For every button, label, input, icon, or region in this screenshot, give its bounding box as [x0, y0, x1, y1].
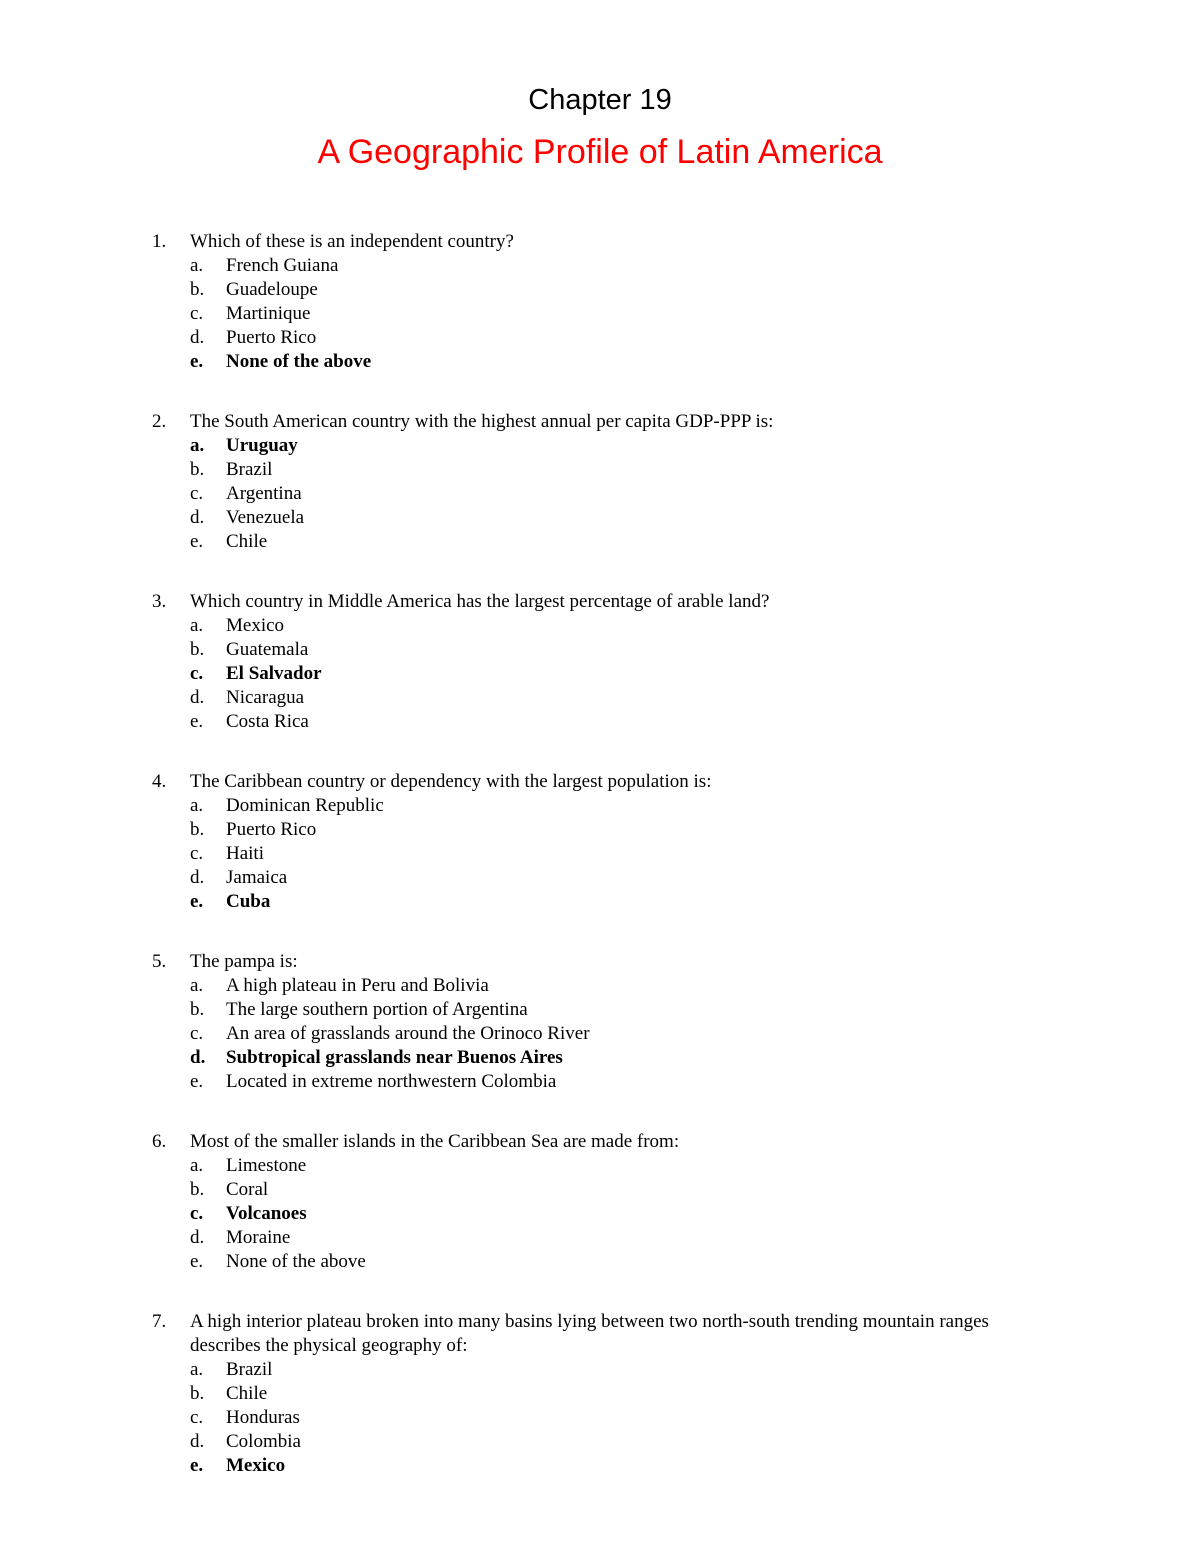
answer-option — [190, 842, 1052, 866]
question-stem — [152, 1310, 1052, 1358]
option-text: Chile — [226, 1383, 268, 1404]
option-letter: e. — [190, 531, 204, 552]
option-text: Brazil — [226, 459, 273, 480]
question-number: 6. — [152, 1131, 167, 1152]
question-stem — [152, 950, 1052, 974]
option-text: Volcanoes — [226, 1203, 307, 1224]
question-item — [152, 1130, 1052, 1274]
question-stem — [152, 590, 1052, 614]
answer-option — [190, 974, 1052, 998]
answer-option — [190, 1070, 1052, 1094]
option-text: Mexico — [226, 1455, 286, 1476]
option-text: Guadeloupe — [226, 279, 318, 300]
answer-option — [190, 686, 1052, 710]
option-text: Costa Rica — [226, 711, 309, 732]
option-text: Limestone — [226, 1155, 307, 1176]
option-text: A high plateau in Peru and Bolivia — [226, 975, 489, 996]
option-letter: d. — [190, 327, 205, 348]
option-text: Moraine — [226, 1227, 291, 1248]
option-letter: a. — [190, 975, 204, 996]
answer-options — [152, 1154, 1052, 1274]
answer-option-correct — [190, 1202, 1052, 1226]
option-text: Guatemala — [226, 639, 309, 660]
option-text: Chile — [226, 531, 268, 552]
answer-option — [190, 1226, 1052, 1250]
answer-option — [190, 326, 1052, 350]
option-letter: d. — [190, 1227, 205, 1248]
option-text: None of the above — [226, 351, 372, 372]
option-text: Dominican Republic — [226, 795, 384, 816]
option-text: Venezuela — [226, 507, 305, 528]
answer-option — [190, 1358, 1052, 1382]
option-letter: e. — [190, 1251, 204, 1272]
option-text: El Salvador — [226, 663, 322, 684]
chapter-heading: Chapter 19 — [528, 84, 672, 116]
answer-option — [190, 866, 1052, 890]
answer-option-correct — [190, 1046, 1052, 1070]
option-text: French Guiana — [226, 255, 339, 276]
question-stem — [152, 410, 1052, 434]
question-number: 1. — [152, 231, 167, 252]
question-number: 7. — [152, 1311, 167, 1332]
answer-option — [190, 1382, 1052, 1406]
option-text: Haiti — [226, 843, 264, 864]
option-text: Brazil — [226, 1359, 273, 1380]
option-letter: c. — [190, 1203, 204, 1224]
option-letter: d. — [190, 687, 205, 708]
answer-options — [152, 794, 1052, 914]
page-title: A Geographic Profile of Latin America — [317, 133, 883, 171]
option-text: Nicaragua — [226, 687, 305, 708]
option-letter: e. — [190, 891, 204, 912]
answer-option-correct — [190, 350, 1052, 374]
question-text: The Caribbean country or dependency with the largest population is: — [190, 771, 712, 792]
question-stem — [152, 1130, 1052, 1154]
option-letter: c. — [190, 1407, 204, 1428]
question-text: Which of these is an independent country? — [190, 231, 514, 252]
option-letter: a. — [190, 255, 204, 276]
question-item — [152, 950, 1052, 1094]
option-text: An area of grasslands around the Orinoco River — [226, 1023, 590, 1044]
option-letter: b. — [190, 1383, 205, 1404]
answer-options — [152, 1358, 1052, 1478]
option-text: None of the above — [226, 1251, 366, 1272]
option-letter: d. — [190, 1047, 206, 1068]
answer-option — [190, 1430, 1052, 1454]
question-item — [152, 230, 1052, 374]
question-text: Which country in Middle America has the largest percentage of arable land? — [190, 591, 770, 612]
answer-option — [190, 506, 1052, 530]
question-stem — [152, 230, 1052, 254]
option-text: Uruguay — [226, 435, 298, 456]
answer-option — [190, 254, 1052, 278]
answer-option — [190, 638, 1052, 662]
question-text: A high interior plateau broken into many basins lying between two north-south trending mountain ranges describes the physical geography of: — [190, 1311, 989, 1356]
question-number: 2. — [152, 411, 167, 432]
option-letter: e. — [190, 711, 204, 732]
answer-option — [190, 794, 1052, 818]
question-text: The South American country with the highest annual per capita GDP-PPP is: — [190, 411, 774, 432]
option-letter: b. — [190, 279, 205, 300]
answer-option — [190, 458, 1052, 482]
answer-option — [190, 530, 1052, 554]
answer-option — [190, 818, 1052, 842]
option-text: Puerto Rico — [226, 327, 317, 348]
option-text: Subtropical grasslands near Buenos Aires — [226, 1047, 563, 1068]
option-letter: a. — [190, 615, 204, 636]
option-letter: e. — [190, 1455, 204, 1476]
option-text: Jamaica — [226, 867, 288, 888]
answer-options — [152, 974, 1052, 1094]
option-letter: b. — [190, 639, 205, 660]
answer-option — [190, 1022, 1052, 1046]
question-item — [152, 410, 1052, 554]
answer-option-correct — [190, 1454, 1052, 1478]
question-item — [152, 1310, 1052, 1478]
option-letter: e. — [190, 351, 204, 372]
answer-option — [190, 1406, 1052, 1430]
option-letter: c. — [190, 663, 204, 684]
option-text: Coral — [226, 1179, 269, 1200]
answer-option — [190, 1250, 1052, 1274]
option-letter: e. — [190, 1071, 204, 1092]
question-item — [152, 590, 1052, 734]
option-letter: a. — [190, 1155, 204, 1176]
question-text: The pampa is: — [190, 951, 298, 972]
option-text: Colombia — [226, 1431, 301, 1452]
option-letter: d. — [190, 507, 205, 528]
option-letter: d. — [190, 867, 205, 888]
option-letter: c. — [190, 303, 204, 324]
question-list — [152, 230, 1052, 1514]
option-text: Martinique — [226, 303, 311, 324]
option-letter: b. — [190, 999, 205, 1020]
option-text: Honduras — [226, 1407, 300, 1428]
answer-option — [190, 278, 1052, 302]
option-letter: b. — [190, 459, 205, 480]
option-letter: c. — [190, 1023, 204, 1044]
answer-option-correct — [190, 662, 1052, 686]
question-item — [152, 770, 1052, 914]
option-text: Cuba — [226, 891, 271, 912]
answer-options — [152, 254, 1052, 374]
option-letter: c. — [190, 843, 204, 864]
option-letter: c. — [190, 483, 204, 504]
question-number: 5. — [152, 951, 167, 972]
option-letter: d. — [190, 1431, 205, 1452]
option-letter: b. — [190, 1179, 205, 1200]
option-letter: a. — [190, 1359, 204, 1380]
option-text: Puerto Rico — [226, 819, 317, 840]
answer-option — [190, 1178, 1052, 1202]
option-text: The large southern portion of Argentina — [226, 999, 528, 1020]
question-number: 3. — [152, 591, 167, 612]
answer-option-correct — [190, 890, 1052, 914]
option-letter: b. — [190, 819, 205, 840]
answer-options — [152, 434, 1052, 554]
option-text: Argentina — [226, 483, 302, 504]
option-letter: a. — [190, 435, 205, 456]
answer-option — [190, 482, 1052, 506]
question-stem — [152, 770, 1052, 794]
answer-option-correct — [190, 434, 1052, 458]
option-text: Located in extreme northwestern Colombia — [226, 1071, 557, 1092]
question-text: Most of the smaller islands in the Caribbean Sea are made from: — [190, 1131, 680, 1152]
answer-option — [190, 614, 1052, 638]
option-letter: a. — [190, 795, 204, 816]
answer-options — [152, 614, 1052, 734]
answer-option — [190, 1154, 1052, 1178]
answer-option — [190, 302, 1052, 326]
answer-option — [190, 998, 1052, 1022]
question-number: 4. — [152, 771, 167, 792]
answer-option — [190, 710, 1052, 734]
option-text: Mexico — [226, 615, 285, 636]
